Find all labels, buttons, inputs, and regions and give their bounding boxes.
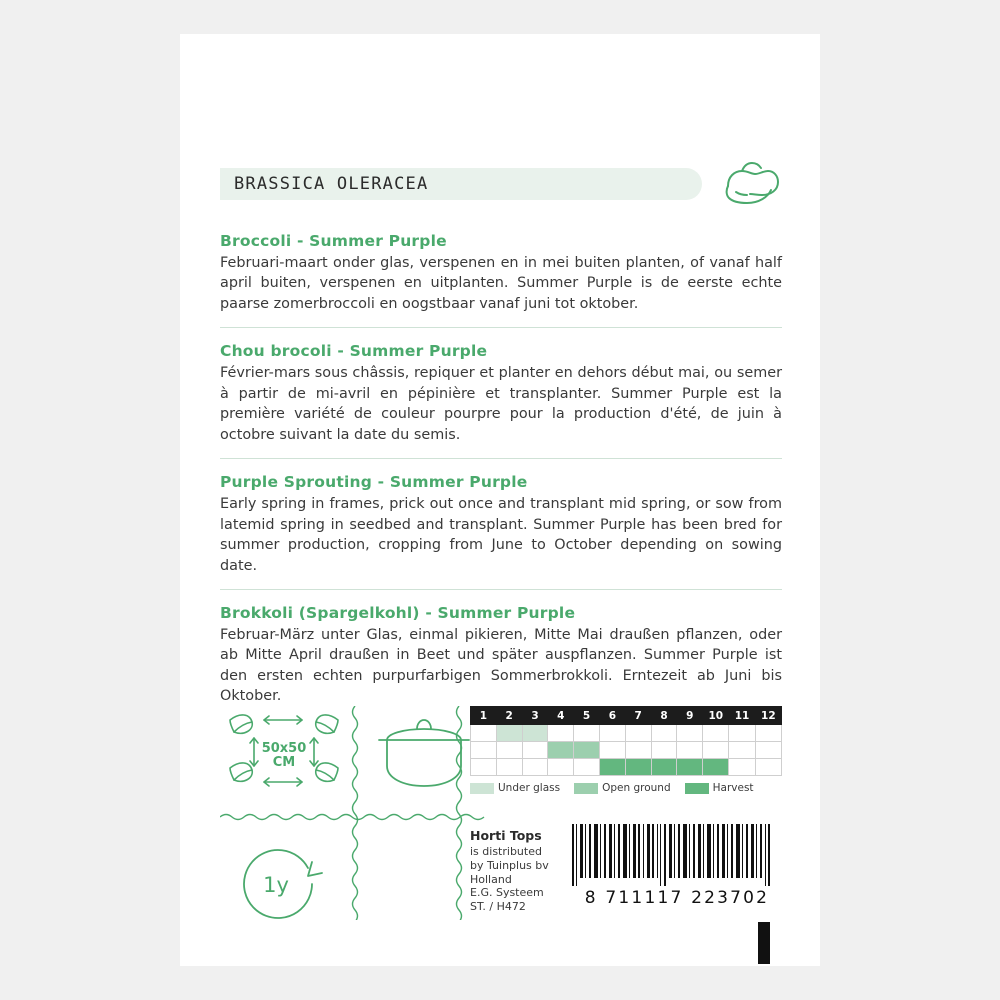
- calendar-cell: [548, 759, 574, 776]
- calendar-cell: [755, 725, 781, 742]
- calendar-cell: [496, 759, 522, 776]
- calendar-cell: [574, 759, 600, 776]
- brand-line: E.G. Systeem: [470, 886, 544, 900]
- barcode-bars: [572, 824, 782, 886]
- sowing-pot-cell: [365, 706, 485, 814]
- calendar-cell: [599, 742, 625, 759]
- calendar-cell: [599, 725, 625, 742]
- lang-block-en: [220, 473, 782, 576]
- calendar-cell: [703, 742, 729, 759]
- calendar-cell: [651, 759, 677, 776]
- calendar-table: [470, 706, 782, 776]
- divider-1: [220, 327, 782, 328]
- spacing-unit: CM: [272, 754, 296, 770]
- lang-title-de: Brokkoli (Spargelkohl) - Summer Purple: [220, 603, 576, 622]
- calendar-cell: [496, 742, 522, 759]
- barcode-number: 8 711117 223702: [584, 888, 770, 908]
- lang-block-de: [220, 604, 782, 707]
- calendar-month: 11: [729, 707, 755, 725]
- calendar-month-header: [471, 707, 782, 725]
- squiggle-divider-vertical-1: [350, 706, 360, 920]
- calendar-month: 10: [703, 707, 729, 725]
- divider-3: [220, 589, 782, 590]
- legend-swatch-harvest: [685, 783, 709, 794]
- muscle-arm-icon: [718, 152, 780, 216]
- legend-swatch-open-ground: [574, 783, 598, 794]
- calendar-month: 9: [677, 707, 703, 725]
- calendar-month: 5: [574, 707, 600, 725]
- calendar-row-open-ground: [471, 742, 782, 759]
- calendar-cell: [703, 759, 729, 776]
- info-icons-area: [220, 706, 782, 936]
- calendar-month: 6: [599, 707, 625, 725]
- lang-title-en: Purple Sprouting - Summer Purple: [220, 473, 528, 492]
- calendar-legend: [470, 782, 782, 794]
- barcode-block: [572, 824, 782, 924]
- validity-label: 1y: [263, 873, 289, 897]
- calendar-cell: [651, 742, 677, 759]
- calendar-cell: [574, 742, 600, 759]
- calendar-cell: [677, 725, 703, 742]
- validity-cell: [220, 828, 350, 936]
- brand-name: Horti Tops: [470, 828, 542, 843]
- sowing-calendar: [470, 706, 782, 814]
- legend-swatch-under-glass: [470, 783, 494, 794]
- calendar-row-under-glass: [471, 725, 782, 742]
- packet-content: [220, 164, 782, 707]
- calendar-cell: [755, 742, 781, 759]
- calendar-cell: [703, 725, 729, 742]
- calendar-cell: [625, 725, 651, 742]
- species-band: [220, 168, 702, 200]
- calendar-cell: [599, 759, 625, 776]
- barcode-image: [572, 824, 777, 886]
- lang-title-fr: Chou brocoli - Summer Purple: [220, 342, 488, 361]
- calendar-cell: [651, 725, 677, 742]
- calendar-month: 1: [471, 707, 497, 725]
- calendar-cell: [522, 742, 548, 759]
- calendar-cell: [625, 742, 651, 759]
- calendar-cell: [522, 759, 548, 776]
- calendar-cell: [471, 725, 497, 742]
- legend-item-under-glass: [470, 782, 560, 794]
- calendar-month: 2: [496, 707, 522, 725]
- divider-2: [220, 458, 782, 459]
- spacing-distance: 50x50: [261, 741, 307, 756]
- calendar-cell: [548, 725, 574, 742]
- calendar-cell: [548, 742, 574, 759]
- calendar-month: 8: [651, 707, 677, 725]
- calendar-month: 12: [755, 707, 781, 725]
- calendar-cell: [755, 759, 781, 776]
- lang-body-en: Early spring in frames, prick out once and transplant mid spring, or sow from latemid spring in seedbed and transplant. Summer Purple has been bred for summer production, cropping from June to October depending on sowing date.: [220, 496, 782, 574]
- brand-line: Holland: [470, 872, 512, 886]
- calendar-row-harvest: [471, 759, 782, 776]
- print-registration-mark: [758, 922, 770, 964]
- brand-line: ST. / H472: [470, 900, 526, 913]
- calendar-cell: [729, 759, 755, 776]
- header: [220, 164, 782, 218]
- calendar-cell: [522, 725, 548, 742]
- calendar-cell: [471, 759, 497, 776]
- seed-packet-back: [180, 34, 820, 966]
- lang-body-nl: Februari-maart onder glas, verspenen en in mei buiten planten, of vanaf half april buiten, verspenen en uitplanten. Summer Purple is de eerste echte paarse zomerbroccoli en oogstbaar vanaf juni tot oktober.: [220, 255, 782, 312]
- lang-body-fr: Février-mars sous châssis, repiquer et planter en dehors début mai, ou semer à partir de mi-avril en pépinière et transplanter. Summer Purple est la première variété de couleur pourpre pour la production d'été, de juin à octobre suivant la date du semis.: [220, 365, 782, 443]
- one-year-validity-icon: [220, 828, 336, 928]
- calendar-month: 4: [548, 707, 574, 725]
- calendar-month: 3: [522, 707, 548, 725]
- brand-line: by Tuinplus bv: [470, 858, 549, 872]
- brand-line: is distributed: [470, 845, 542, 858]
- calendar-cell: [677, 742, 703, 759]
- calendar-cell: [574, 725, 600, 742]
- legend-item-harvest: [685, 782, 754, 794]
- species-name: BRASSICA OLERACEA: [234, 174, 429, 194]
- lang-block-nl: [220, 232, 782, 314]
- lang-block-fr: [220, 342, 782, 445]
- legend-label-open-ground: Open ground: [602, 782, 671, 794]
- lang-body-de: Februar-März unter Glas, einmal pikieren, Mitte Mai draußen pflanzen, oder ab Mitte April draußen in Beet und später auspflanzen. Summer Purple ist den ersten echten purpurfarbigen Sommerbrokkoli. Erntezeit ab Juni bis Oktober.: [220, 626, 782, 705]
- plant-spacing-cell: [220, 706, 350, 814]
- calendar-cell: [625, 759, 651, 776]
- calendar-cell: [729, 742, 755, 759]
- calendar-month: 7: [625, 707, 651, 725]
- calendar-cell: [677, 759, 703, 776]
- calendar-cell: [471, 742, 497, 759]
- sowing-pot-icon: [365, 706, 483, 802]
- legend-label-under-glass: Under glass: [498, 782, 561, 794]
- calendar-cell: [729, 725, 755, 742]
- lang-title-nl: Broccoli - Summer Purple: [220, 232, 447, 250]
- calendar-cell: [496, 725, 522, 742]
- legend-item-open-ground: [574, 782, 671, 794]
- legend-label-harvest: Harvest: [712, 782, 754, 794]
